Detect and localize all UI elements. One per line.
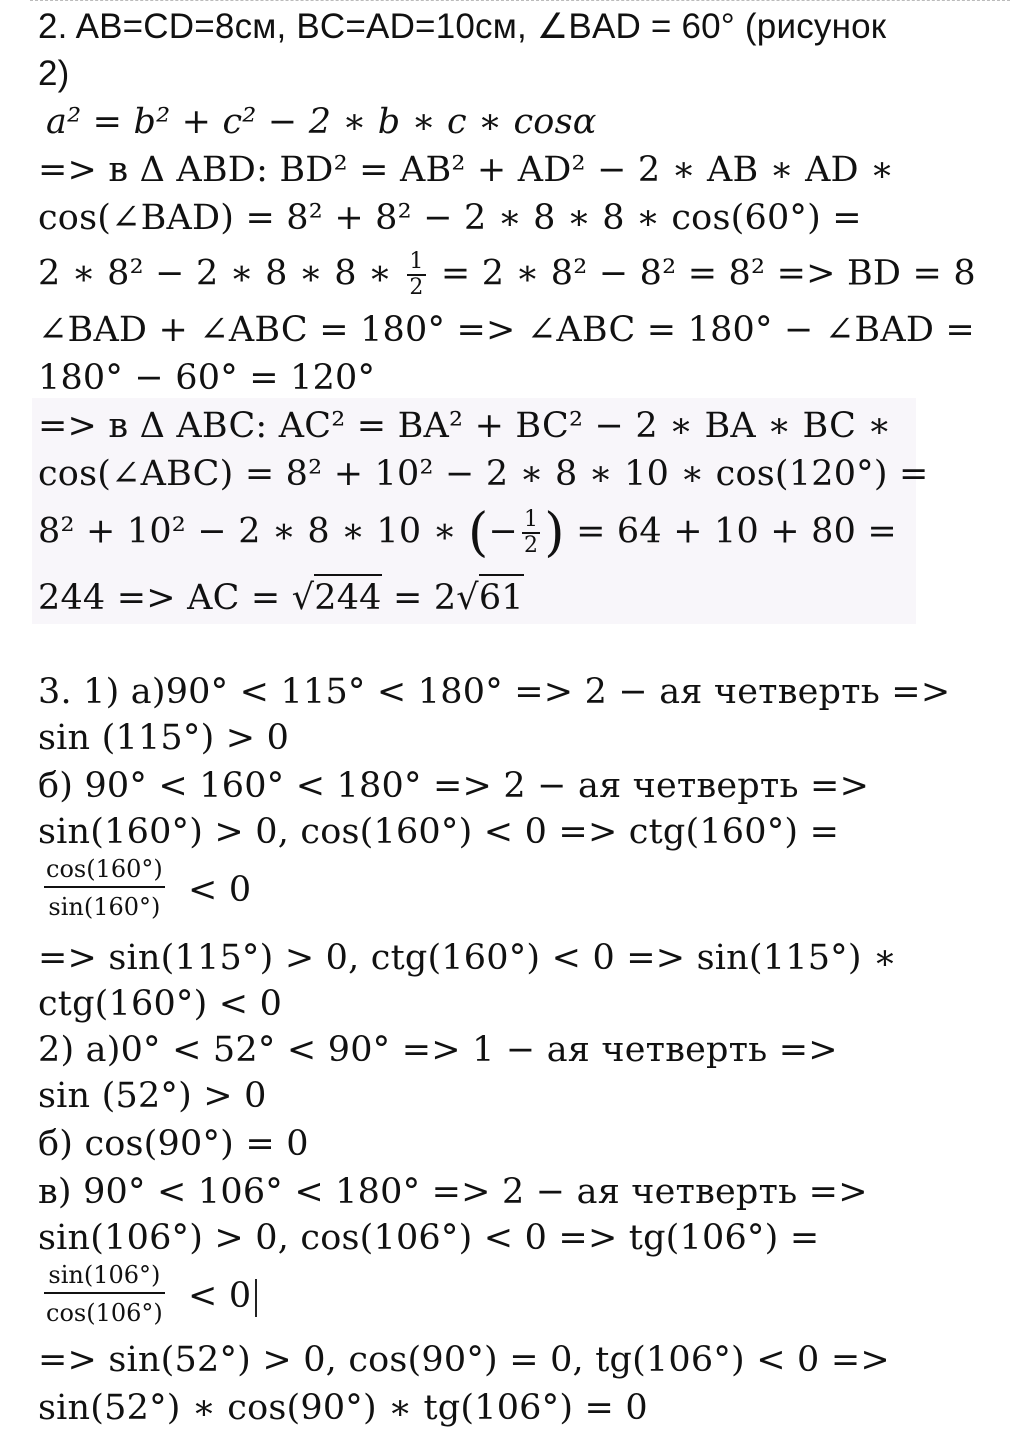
tg-lt-zero [188, 1274, 257, 1318]
problem-3-2v-line-1: в) 90° < 106° < 180° => 2 − ая четверть => [38, 1172, 868, 1212]
problem-3-2a-line-2: sin (52°) > 0 [38, 1076, 267, 1116]
problem-3-2-conclusion-2: sin(52°) ∗ cos(90°) ∗ tg(106°) = 0 [38, 1388, 648, 1428]
fraction-ctg-denominator: sin(160°) [44, 886, 165, 920]
problem-2-header: 2. AB=CD=8см, BC=AD=10см, ∠BAD = 60° (рисунок [38, 7, 887, 46]
ac-equation-line-3 [38, 503, 897, 563]
fraction-tg-denominator: cos(106°) [44, 1292, 165, 1326]
bd-equation-line-1: => в Δ ABD: BD² = AB² + AD² − 2 ∗ AB ∗ AD ∗ [38, 150, 895, 190]
problem-3-1b-line-1: б) 90° < 160° < 180° => 2 − ая четверть => [38, 766, 870, 806]
open-paren: ( [468, 503, 489, 563]
ac-result-line [38, 576, 524, 620]
sqrt-61: 61 [479, 574, 524, 618]
problem-3-1-conclusion-1: => sin(115°) > 0, ctg(160°) < 0 => sin(115°) ∗ [38, 938, 898, 978]
problem-3-2v-line-2: sin(106°) > 0, cos(106°) < 0 => tg(106°) = [38, 1218, 820, 1258]
bd-eq3-right: = 2 ∗ 8² − 8² = 8² => BD = 8 [440, 253, 976, 294]
ac-eq3-left: 8² + 10² − 2 ∗ 8 ∗ 10 ∗ [38, 511, 457, 552]
fraction-ctg-160 [44, 856, 165, 920]
text-cursor [255, 1279, 257, 1317]
angle-sum-line-1: ∠BAD + ∠ABC = 180° => ∠ABC = 180° − ∠BAD = [38, 310, 975, 350]
angle-sum-line-2: 180° − 60° = 120° [38, 358, 376, 398]
fraction-half [407, 250, 425, 300]
bd-eq3-left: 2 ∗ 8² − 2 ∗ 8 ∗ 8 ∗ [38, 253, 392, 294]
fraction-half-numerator: 1 [409, 249, 424, 274]
bd-equation-line-3 [38, 250, 976, 300]
tg-lt-zero-text: < 0 [188, 1276, 252, 1316]
ac-result-left: 244 => AC = √ [38, 578, 315, 618]
problem-3-1-conclusion-2: ctg(160°) < 0 [38, 984, 283, 1024]
problem-3-1a-line-2: sin (115°) > 0 [38, 718, 290, 758]
sqrt-244: 244 [314, 574, 381, 618]
fraction-neg-half [522, 508, 540, 558]
ac-result-mid: = 2√ [381, 578, 479, 618]
problem-3-1b-line-2: sin(160°) > 0, cos(160°) < 0 => ctg(160°) = [38, 812, 840, 852]
ac-eq3-right: = 64 + 10 + 80 = [576, 511, 897, 552]
problem-3-2b-line: б) cos(90°) = 0 [38, 1124, 309, 1164]
problem-2-header-cont: 2) [38, 54, 70, 93]
ac-equation-line-1: => в Δ ABC: AC² = BA² + BC² − 2 ∗ BA ∗ BC ∗ [38, 406, 892, 446]
ctg-lt-zero: < 0 [188, 870, 252, 910]
fraction-tg-106 [44, 1262, 165, 1326]
problem-3-1a-line-1: 3. 1) а)90° < 115° < 180° => 2 − ая четверть => [38, 672, 951, 712]
close-paren: ) [544, 503, 565, 563]
problem-3-2a-line-1: 2) а)0° < 52° < 90° => 1 − ая четверть => [38, 1030, 838, 1070]
fraction-neg-half-denominator: 2 [524, 533, 539, 558]
ac-equation-line-2: cos(∠ABC) = 8² + 10² − 2 ∗ 8 ∗ 10 ∗ cos(120°) = [38, 454, 929, 494]
fraction-neg-half-numerator: 1 [524, 507, 539, 532]
fraction-tg-numerator: sin(106°) [48, 1261, 161, 1289]
fraction-ctg-numerator: cos(160°) [46, 855, 163, 883]
bd-equation-line-2: cos(∠BAD) = 8² + 8² − 2 ∗ 8 ∗ 8 ∗ cos(60°) = [38, 198, 862, 238]
problem-3-2-conclusion-1: => sin(52°) > 0, cos(90°) = 0, tg(106°) < 0 => [38, 1340, 890, 1380]
minus-sign: − [488, 511, 519, 552]
fraction-half-denominator: 2 [409, 275, 424, 300]
cosine-law-formula: a² = b² + c² − 2 ∗ b ∗ c ∗ cosα [46, 102, 597, 142]
